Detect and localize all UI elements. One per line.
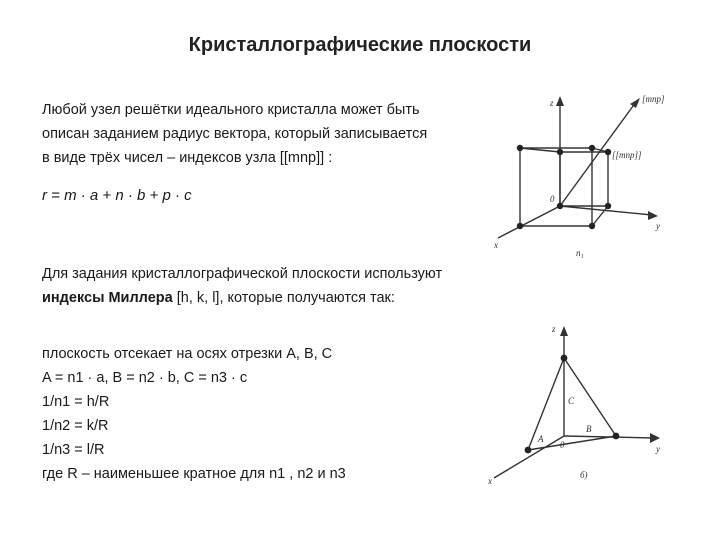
origin-label: 0: [550, 194, 555, 204]
text-line: 1/n3 = l/R: [42, 442, 105, 458]
y-label: y: [656, 444, 660, 454]
miller-plane-figure: [480, 318, 680, 493]
c-label: C: [568, 396, 575, 406]
lattice-node-figure: [480, 88, 680, 268]
lattice-node: [517, 145, 523, 151]
x-label: x: [488, 476, 492, 486]
text-line: Для задания кристаллографической плоскости используют: [42, 266, 443, 282]
y-label: y: [656, 221, 660, 231]
text-line: плоскость отсекает на осях отрезки A, B, C: [42, 346, 333, 362]
node-label: [[mnp]]: [612, 150, 642, 160]
slide-title: Кристаллографические плоскости: [188, 34, 532, 56]
miller-indices-term: индексы Миллера: [42, 290, 173, 306]
a-label: A: [538, 434, 544, 444]
z-label: z: [552, 324, 556, 334]
intercept-a: [525, 447, 532, 454]
n1-label: n₁: [576, 248, 584, 258]
paragraph-miller-rules: [42, 342, 346, 486]
lattice-node: [589, 145, 595, 151]
z-arrowhead: [556, 96, 564, 106]
vector-arrowhead: [630, 98, 640, 108]
y-arrowhead: [650, 433, 660, 443]
text-line: A = n1 · a, B = n2 · b, C = n3 · c: [42, 370, 248, 386]
plane-edge: [528, 358, 564, 450]
text-line: описан заданием радиус вектора, который записывается: [42, 126, 428, 142]
lattice-node: [605, 203, 611, 209]
lattice-node: [589, 223, 595, 229]
y-arrowhead: [648, 211, 658, 220]
x-label: x: [494, 240, 498, 250]
z-label: z: [550, 98, 554, 108]
paragraph-node-definition: [42, 98, 427, 170]
text-line: [42, 286, 442, 310]
z-arrowhead: [560, 326, 568, 336]
intercept-c: [561, 355, 568, 362]
miller-indices-rest: [h, k, l], которые получаются так:: [172, 290, 395, 306]
lattice-node: [557, 149, 563, 155]
text-line: где R – наименьшее кратное для n1 , n2 и n3: [42, 466, 346, 482]
text-line: Любой узел решётки идеального кристалла может быть: [42, 102, 420, 118]
lattice-node: [557, 203, 563, 209]
b-label: B: [586, 424, 592, 434]
figure-caption: б): [580, 470, 588, 480]
x-axis: [494, 436, 564, 478]
radius-vector-formula: r = m · a + n · b + p · c: [42, 187, 192, 204]
paragraph-miller-intro: [42, 262, 442, 310]
x-axis: [498, 206, 560, 238]
origin-label: 0: [560, 440, 565, 450]
text-line: 1/n2 = k/R: [42, 418, 109, 434]
direction-label: [mnp]: [642, 94, 665, 104]
text-line: 1/n1 = h/R: [42, 394, 110, 410]
lattice-node: [517, 223, 523, 229]
intercept-b: [613, 433, 620, 440]
lattice-node: [605, 149, 611, 155]
text-line: в виде трёх чисел – индексов узла [[mnp]] :: [42, 150, 333, 166]
cube-edges: [560, 152, 608, 206]
